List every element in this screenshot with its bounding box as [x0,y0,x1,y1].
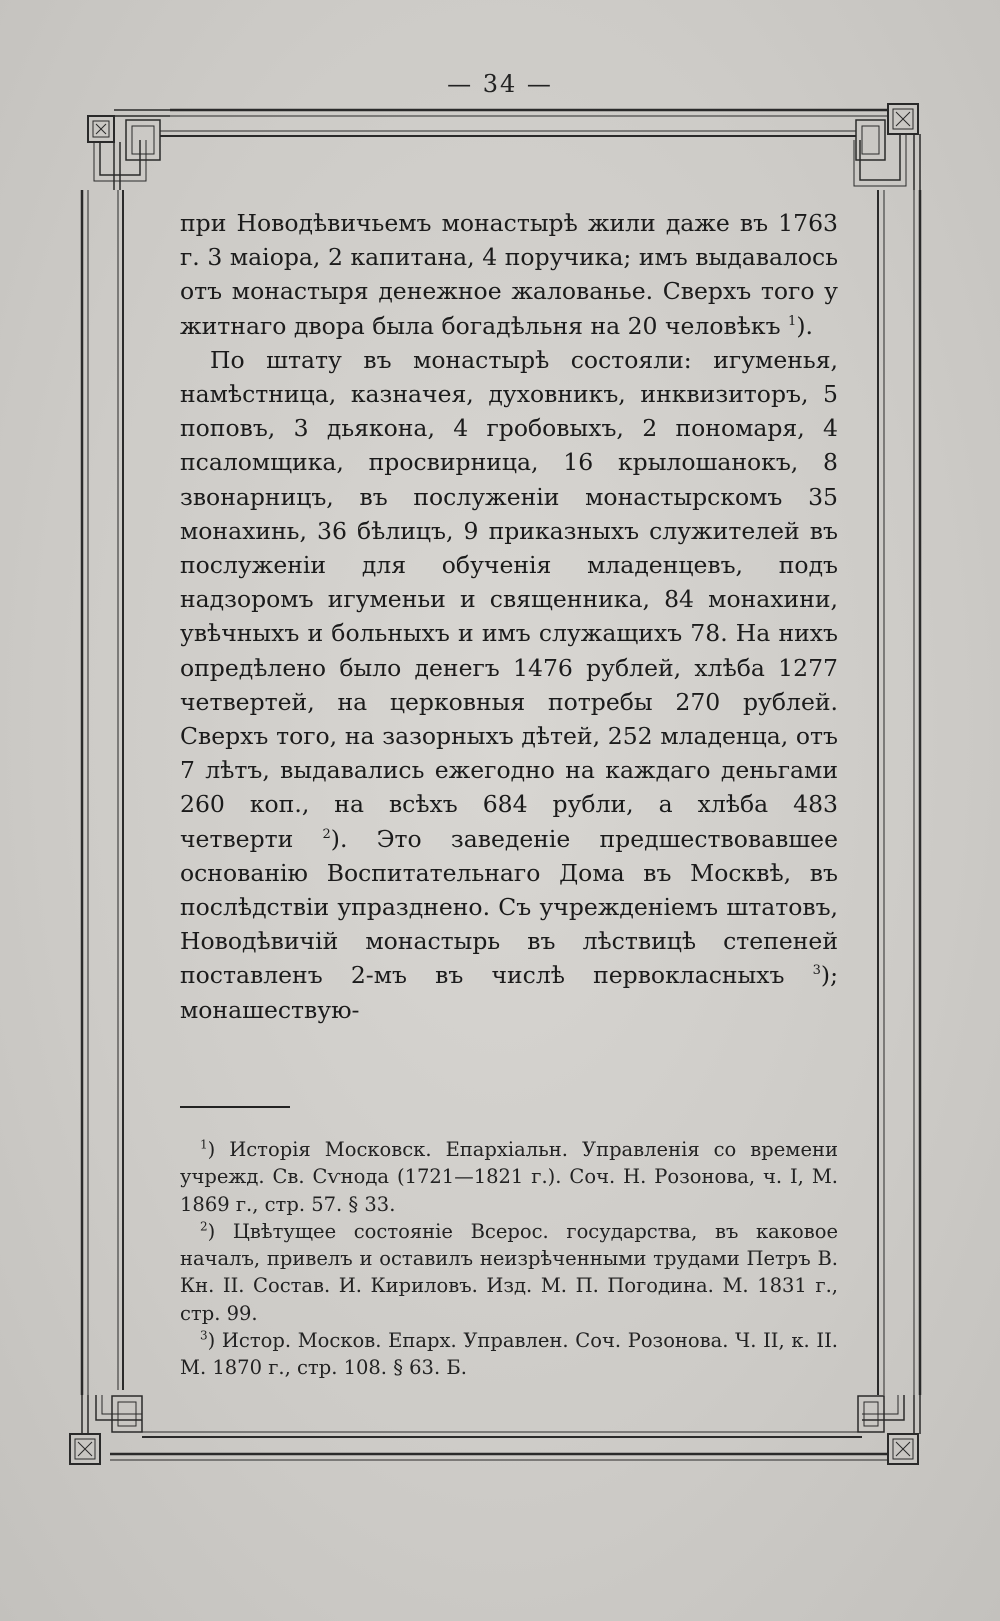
footnote-mark: 3 [200,1328,208,1343]
paragraph-2: По штату въ монастырѣ состояли: игуменья, намѣстница, казначея, духовникъ, инквизиторъ, 5 поповъ, 3 дьякона, 4 гробовыхъ, 2 пономаря, 4 псаломщика, просвирница, 16 крылошанокъ, 8 звонарницъ, въ послуженіи монастырскомъ 35 монахинь, 36 бѣлицъ, 9 приказныхъ служителей въ послуженіи для обученія младенцевъ, подъ надзоромъ игуменьи и священника, 84 монахини, увѣчныхъ и больныхъ и имъ служащихъ 78. На нихъ опредѣлено было денегъ 1476 рублей, хлѣба 1277 четвертей, на церковныя потребы 270 рублей. Сверхъ того, на зазорныхъ дѣтей, 252 младенца, отъ 7 лѣтъ, выдавались ежегодно на каждаго деньгами 260 коп., на всѣхъ 684 рубли, а хлѣба 483 четверти $^2$). Это заведеніе предшествовавшее основанію Воспитательнаго Дома въ Москвѣ, въ послѣдствіи упразднено. Съ учрежденіемъ штатовъ, Новодѣвичій монастырь въ лѣствицѣ степеней поставленъ 2-мъ въ числѣ первокласныхъ $^3$); монашествую- [180,345,838,1024]
footnotes [180,1136,838,1382]
footnote-1: $^1$) Исторія Московск. Епархіальн. Управленія со времени учрежд. Св. Сѵнода (1721—1821 г.). Соч. Н. Розонова, ч. I, М. 1869 г., стр. 57. § 33. [180,1137,838,1216]
footnote-mark: 1 [200,1137,208,1152]
footnote-2: $^2$) Цвѣтущее состояніе Всерос. государства, въ каковое началъ, привелъ и оставилъ неизрѣченными трудами Петръ В. Кн. II. Состав. И. Кириловъ. Изд. М. П. Погодина. М. 1831 г., стр. 99. [180,1219,838,1325]
paragraph-1: при Новодѣвичьемъ монастырѣ жили даже въ 1763 г. 3 маіора, 2 капитана, 4 поручика; имъ выдавалось отъ монастыря денежное жалованье. Сверхъ того у житнаго двора была богадѣльня на 20 человѣкъ $^1$). [180,209,838,340]
footnote-mark: 2 [200,1219,208,1234]
footnote-ref-3: 3 [812,963,821,979]
footnote-ref-2: 2 [322,826,331,842]
footnote-3: $^3$) Истор. Москов. Епарх. Управлен. Соч. Розонова. Ч. II, к. II. М. 1870 г., стр. 108. § 63. Б. [180,1328,838,1380]
body-text [180,206,838,1027]
footnote-ref-1: 1 [788,313,797,329]
page-number: — 34 — [447,70,553,98]
footnote-separator [180,1106,290,1108]
